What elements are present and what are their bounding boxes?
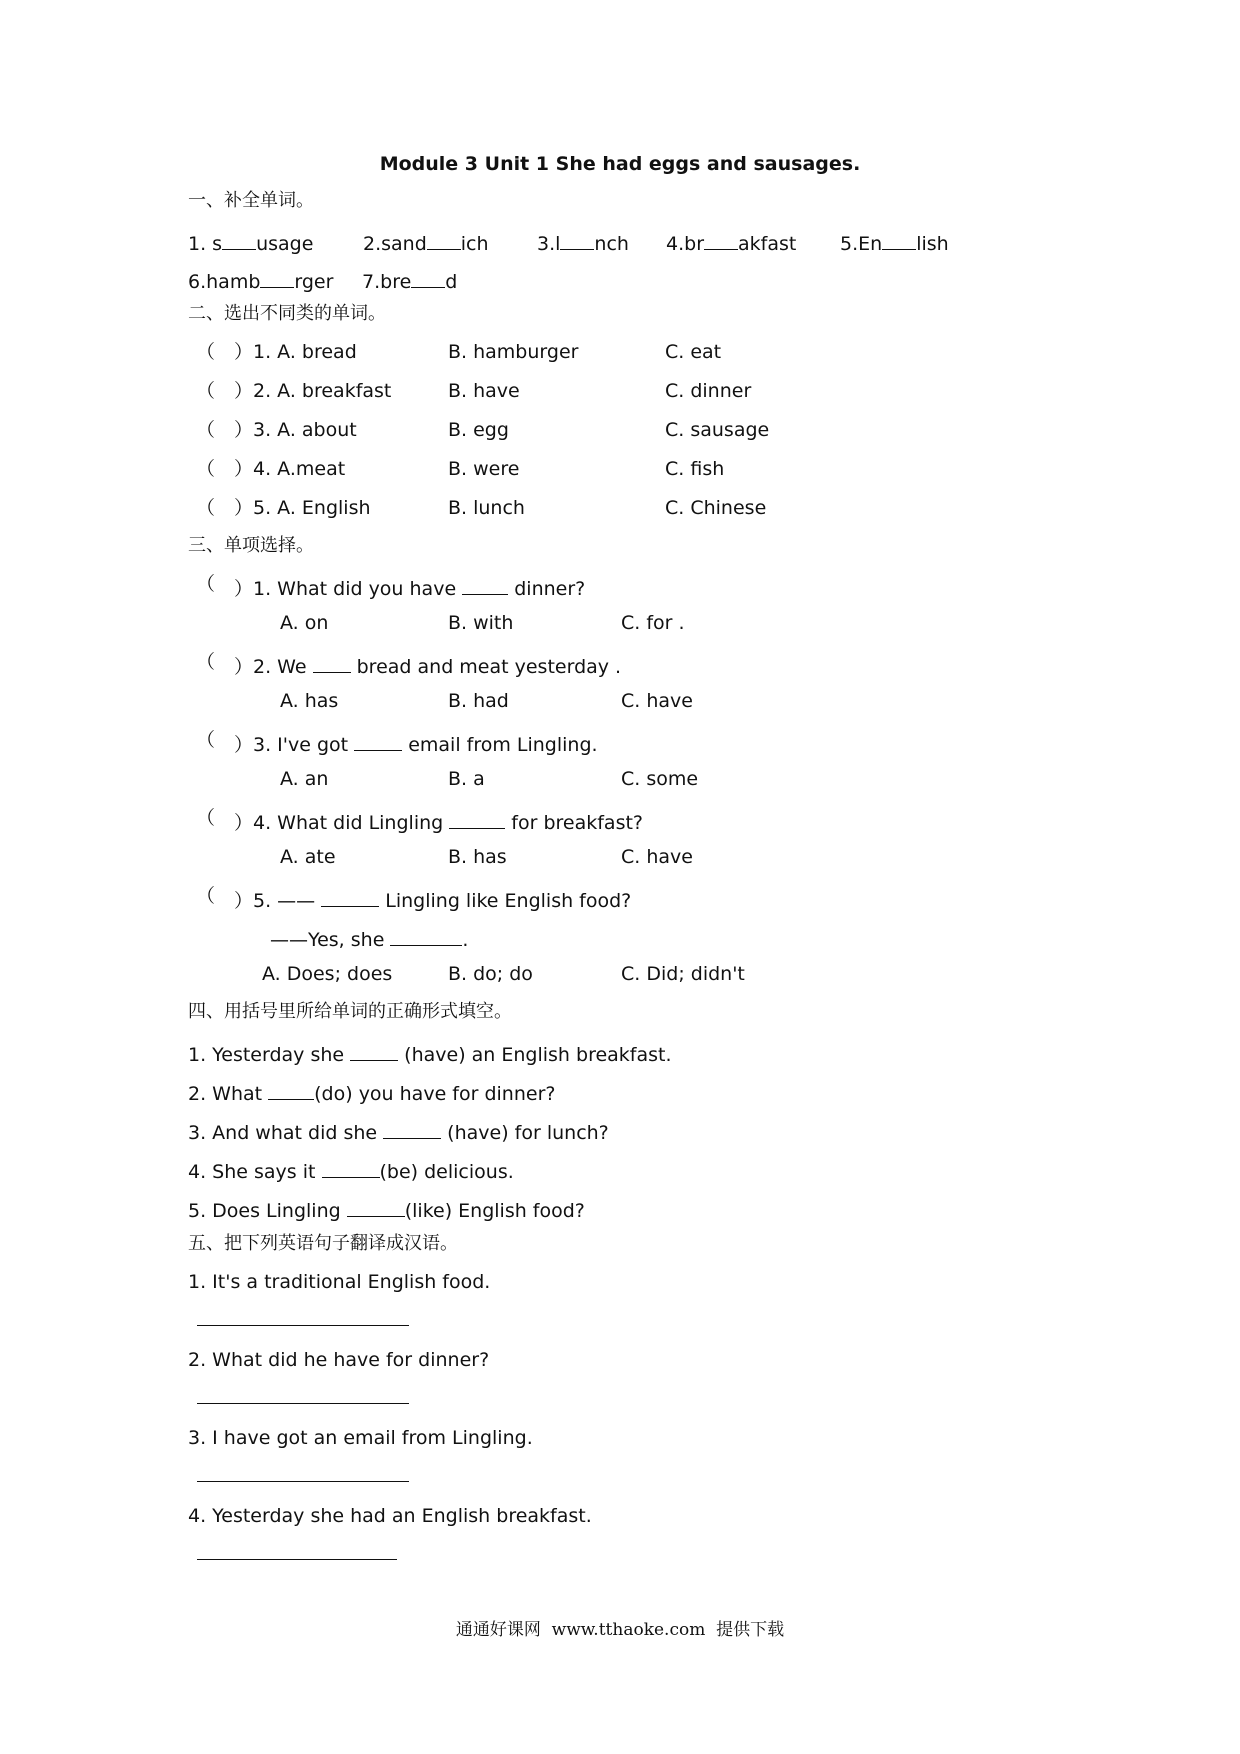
form-question-1: 1. Yesterday she (have) an English breakfast. (188, 1041, 672, 1065)
answer-paren: （ (196, 458, 216, 480)
answer-line (197, 1403, 409, 1404)
fill-word-6: 6.hamb rger (188, 268, 333, 292)
fill-word-5: 5.En lish (840, 230, 949, 254)
fill-word-2: 2.sand ich (363, 230, 489, 254)
answer-line (197, 1559, 397, 1560)
translate-sentence-1: 1. It's a traditional English food. (188, 1271, 491, 1293)
section-2-heading: 二、选出不同类的单词。 (188, 303, 386, 324)
form-question-2: 2. What (do) you have for dinner? (188, 1080, 555, 1104)
answer-paren: （ (196, 341, 216, 363)
form-question-5: 5. Does Lingling (like) English food? (188, 1197, 585, 1221)
answer-line (197, 1325, 409, 1326)
translate-sentence-2: 2. What did he have for dinner? (188, 1349, 490, 1371)
answer-paren: （ (196, 380, 216, 402)
page-title: Module 3 Unit 1 She had eggs and sausages. (379, 153, 861, 175)
answer-line (197, 1481, 409, 1482)
answer-paren: （ (196, 729, 216, 751)
page-footer: 通通好课网 www.tthaoke.com 提供下载 (455, 1620, 785, 1640)
answer-paren: （ (196, 419, 216, 441)
form-question-4: 4. She says it (be) delicious. (188, 1158, 514, 1182)
answer-paren: （ (196, 807, 216, 829)
answer-paren: （ (196, 497, 216, 519)
section-1-heading: 一、补全单词。 (188, 190, 314, 211)
answer-paren: （ (196, 573, 216, 595)
section-3-heading: 三、单项选择。 (188, 535, 314, 556)
answer-paren: （ (196, 651, 216, 673)
fill-word-1: 1. s usage (188, 230, 313, 254)
form-question-3: 3. And what did she (have) for lunch? (188, 1119, 609, 1143)
answer-paren: （ (196, 885, 216, 907)
fill-word-3: 3.l nch (537, 230, 629, 254)
fill-word-7: 7.bre d (362, 268, 457, 292)
section-5-heading: 五、把下列英语句子翻译成汉语。 (188, 1233, 458, 1254)
translate-sentence-4: 4. Yesterday she had an English breakfast. (188, 1505, 592, 1527)
section-4-heading: 四、用括号里所给单词的正确形式填空。 (188, 1001, 512, 1022)
translate-sentence-3: 3. I have got an email from Lingling. (188, 1427, 533, 1449)
fill-word-4: 4.br akfast (666, 230, 796, 254)
